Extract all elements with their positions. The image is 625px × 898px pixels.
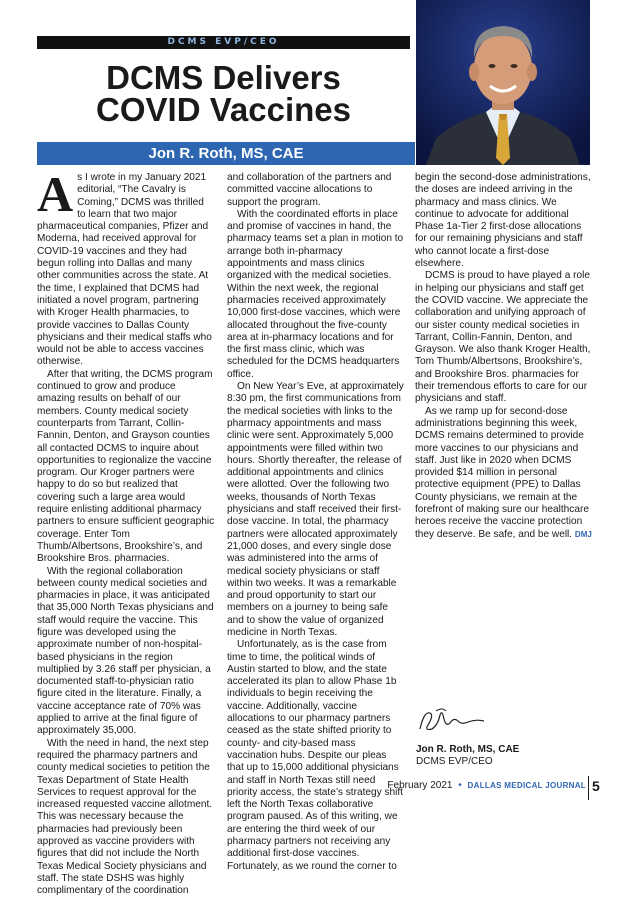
drop-cap: A	[37, 166, 74, 222]
paragraph-4: With the need in hand, the next step required the pharmacy partners and county medical societies to petition the Texas Department of State Health Services to request approval for the increased requested vaccine allotment. This was necessary because the pharmacies had previously been approved as vaccine providers with figures that did not include the North Texas Medical Society physicians and staff. The state DSHS was highly complimentary of the coordination	[37, 737, 213, 897]
author-portrait-photo	[416, 0, 590, 165]
title-line-2: COVID Vaccines	[96, 91, 351, 128]
byline: Jon R. Roth, MS, CAE	[148, 145, 304, 162]
article-column-1	[37, 166, 215, 898]
end-mark: DMJ	[574, 529, 592, 539]
paragraph-10: DCMS is proud to have played a role in helping our physicians and staff get the COVID vaccine. We appreciate the collaboration and unifying approach of our sister county medical societies in Tarrant, Collin-Fannin, Denton, and Grayson. We also thank Kroger Health, Tom Thumb/Albertsons, Brookshire’s, and Brookshire Bros. pharmacies for their tremendous efforts to care for our physicians and staff.	[415, 270, 591, 405]
paragraph-1: As I wrote in my January 2021 editorial, “The Cavalry is Coming,” DCMS was thrilled to learn that two major pharmaceutical companies, Pfizer and Moderna, had received approval for COVID-19 vaccines and they had begun rolling into Dallas and many other communities across the state. At the time, I explained that DCMS had initiated a novel program, partnering with Kroger Health pharmacies, to provide vaccines to Dallas County physicians and their medical staffs who would not be able to access vaccines otherwise.	[37, 166, 212, 368]
article-column-3	[415, 172, 593, 541]
article-column-2	[227, 172, 405, 873]
paragraph-6: With the coordinated efforts in place and promise of vaccines in hand, the pharmacy teams set a plan in motion to arrange both in-pharmacy appointments and mass clinics organized with the medical societies. Within the next week, the regional pharmacies received approximately 10,000 first-dose vaccines, which were allocated throughout the five-county area at in-pharmacy locations and for the first mass clinic, which was scheduled for the DCMS headquarters office.	[227, 208, 404, 380]
paragraph-8: Unfortunately, as is the case from time to time, the political winds of Austin started to blow, and the state accelerated its plan to allow Phase 1b individuals to begin receiving the vaccine. Additionally, vaccine allocations to our pharmacy partners ceased as the state shifted priority to county- and city-based mass vaccination hubs. Despite our pleas that up to 15,000 additional physicians and staff in North Texas still need priority access, the state’s strategy shift left the North Texas collaborative program paused. As of this writing, we are entering the third week of our pharmacy partners not receiving any additional first-dose vaccines. Fortunately, as we round the corner to	[227, 639, 403, 872]
article-title	[37, 59, 410, 128]
section-label: DCMS EVP/CEO	[167, 37, 280, 47]
page-footer	[387, 780, 586, 791]
paragraph-7: On New Year’s Eve, at approximately 8:30 pm, the first communications from the medical societies with links to the pharmacy appointments and mass clinic were sent. Approximately 5,000 appointments were filled within two hours. Shortly thereafter, the release of additional appointments and clinics were allotted. Over the following two weeks, thousands of North Texas physicians and staff received their first-dose vaccine. In total, the pharmacy partners were allocated approximately 21,000 doses, and every single dose was administered into the arms of medical society physicians or staff within two weeks. It was a remarkable and proud opportunity to start our members on a journey to being safe and to show the value of organized medicine in North Texas.	[227, 381, 404, 638]
paragraph-11: As we ramp up for second-dose administrations beginning this week, DCMS remains determined to provide more vaccines to our physicians and staff. Just like in 2020 when DCMS provided $14 million in personal protective equipment (PPE) to Dallas County physicians, we remain at the forefront of making sure our healthcare heroes receive the vaccine protection they deserve. Be safe, and be well. DMJ	[415, 405, 592, 540]
footer-separator: •	[458, 780, 462, 791]
page-number-divider	[588, 776, 589, 800]
paragraph-5: and collaboration of the partners and committed vaccine allocations to support the program.	[227, 172, 392, 208]
page-number: 5	[592, 778, 600, 794]
footer-date: February 2021	[387, 780, 453, 791]
signature-name: Jon R. Roth, MS, CAE	[416, 744, 520, 755]
portrait-icon	[416, 0, 590, 165]
paragraph-3: With the regional collaboration between county medical societies and pharmacies in place, it was anticipated that 35,000 North Texas physicians and staff would require the vaccine. This figure was developed using the approximate number of non-hospital-based physicians in the region multiplied by 3.26 staff per physician, a documented staff-to-physician ratio figure cited in the literature. Finally, a vaccine acceptance rate of 70% was applied to arrive at the final figure of approximately 35,000.	[37, 565, 214, 737]
signature-title: DCMS EVP/CEO	[416, 756, 493, 767]
paragraph-9: begin the second-dose administrations, the doses are indeed arriving in the pharmacy and mass clinics. We continue to advocate for additional Phase 1a-Tier 2 first-dose allocations for our remaining physicians and staff who cannot locate a first-dose elsewhere.	[415, 172, 591, 270]
title-line-1: DCMS Delivers	[106, 59, 341, 96]
footer-magazine-name: DALLAS MEDICAL JOURNAL	[467, 781, 586, 790]
handwritten-signature-icon	[416, 705, 496, 735]
byline-bar	[37, 142, 415, 165]
section-header-bar	[37, 36, 410, 49]
paragraph-2: After that writing, the DCMS program continued to grow and produce amazing results on behalf of our members. County medical society counterparts from Tarrant, Collin-Fannin, Denton, and Grayson counties all contacted DCMS to inquire about opportunities to regionalize the vaccine program. Our Kroger partners were happy to do so but realized that covering such a large area would require enlisting additional pharmacy partners to ensure sufficient geographic coverage. Enter Tom Thumb/Albertsons, Brookshire’s, and Brookshire Bros. pharmacies.	[37, 368, 215, 565]
